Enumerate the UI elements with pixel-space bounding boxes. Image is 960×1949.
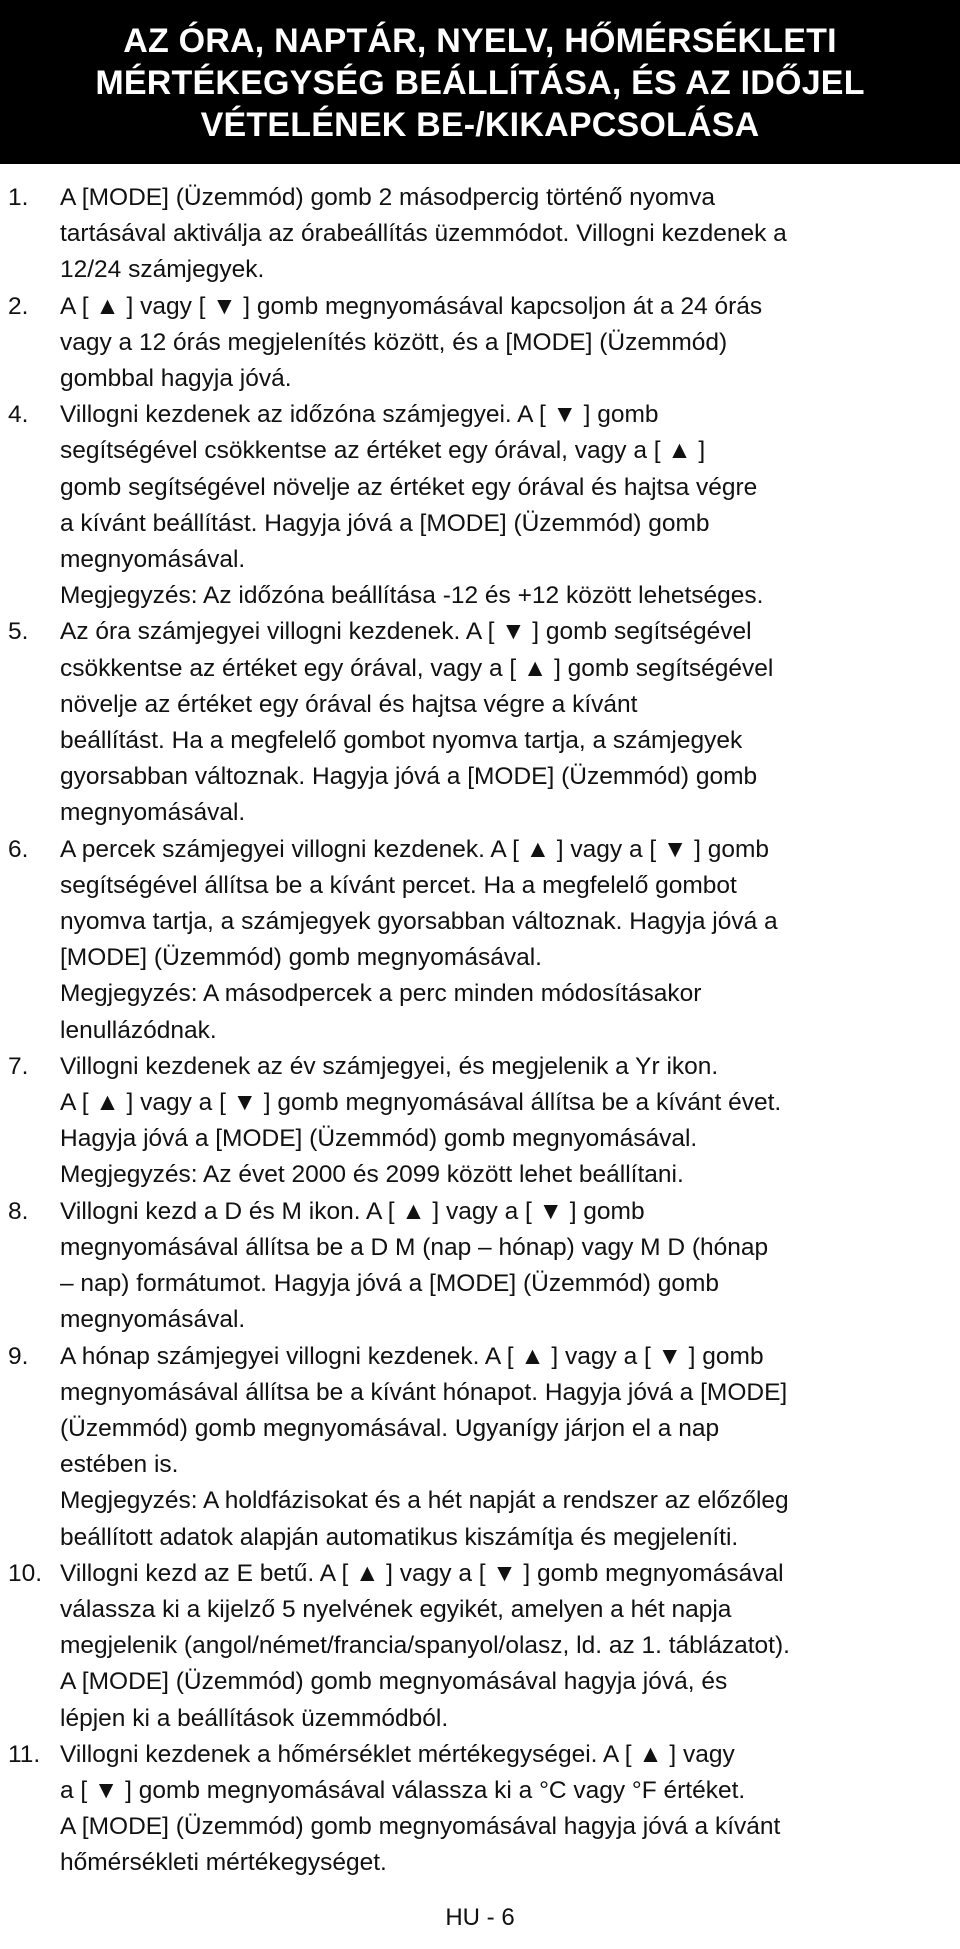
step-text-line: 12/24 számjegyek. <box>60 256 265 284</box>
step-text-line: vagy a 12 órás megjelenítés között, és a [MODE] (Üzemmód) <box>60 328 728 356</box>
step-text-line: gombbal hagyja jóvá. <box>60 365 292 393</box>
step-text-line: Hagyja jóvá a [MODE] (Üzemmód) gomb megnyomásával. <box>60 1125 698 1153</box>
step-number: 2. <box>8 292 29 320</box>
step-text-line: gyorsabban változnak. Hagyja jóvá a [MODE] (Üzemmód) gomb <box>60 763 758 791</box>
step-text-line: Villogni kezd az E betű. A [ ▲ ] vagy a [ ▼ ] gomb megnyomásával <box>60 1559 784 1587</box>
step-number: 4. <box>8 401 29 429</box>
page-number: HU - 6 <box>445 1904 515 1931</box>
step-7 <box>0 1049 960 1194</box>
step-text-line: a kívánt beállítást. Hagyja jóvá a [MODE] (Üzemmód) gomb <box>60 509 710 537</box>
step-text-line: segítségével állítsa be a kívánt percet. Ha a megfelelő gombot <box>60 871 737 899</box>
step-11 <box>0 1737 960 1882</box>
step-1 <box>0 180 960 289</box>
step-text-line: A [ ▲ ] vagy a [ ▼ ] gomb megnyomásával állítsa be a kívánt évet. <box>60 1089 782 1117</box>
step-text-line: segítségével csökkentse az értéket egy órával, vagy a [ ▲ ] <box>60 437 706 465</box>
step-text-line: megnyomásával állítsa be a D M (nap – hónap) vagy M D (hónap <box>60 1233 769 1261</box>
step-number: 10. <box>8 1559 43 1587</box>
step-text-line: A hónap számjegyei villogni kezdenek. A [ ▲ ] vagy a [ ▼ ] gomb <box>60 1342 764 1370</box>
step-text-line: megnyomásával. <box>60 546 246 574</box>
step-number: 1. <box>8 184 29 211</box>
title-line-3: VÉTELÉNEK BE-/KIKAPCSOLÁSA <box>200 106 760 144</box>
step-6 <box>0 832 960 1049</box>
step-9 <box>0 1339 960 1556</box>
step-number: 7. <box>8 1052 29 1080</box>
step-text-line: megnyomásával. <box>60 799 246 827</box>
step-text-line: A [MODE] (Üzemmód) gomb megnyomásával hagyja jóvá a kívánt <box>60 1813 781 1841</box>
step-text-line: (Üzemmód) gomb megnyomásával. Ugyanígy járjon el a nap <box>60 1414 720 1442</box>
step-10 <box>0 1556 960 1737</box>
step-text-line: Villogni kezdenek az időzóna számjegyei. A [ ▼ ] gomb <box>60 401 659 429</box>
step-text-line: estében is. <box>60 1451 179 1479</box>
step-text-line: [MODE] (Üzemmód) gomb megnyomásával. <box>60 944 542 972</box>
step-text-line: megnyomásával. <box>60 1306 246 1334</box>
step-note-line: Megjegyzés: A holdfázisokat és a hét napját a rendszer az előzőleg <box>60 1487 789 1515</box>
step-8 <box>0 1194 960 1339</box>
step-number: 5. <box>8 618 29 646</box>
step-note-line: Megjegyzés: Az évet 2000 és 2099 között lehet beállítani. <box>60 1161 684 1189</box>
step-number: 11. <box>8 1740 41 1768</box>
step-text-line: A [MODE] (Üzemmód) gomb 2 másodpercig történő nyomva <box>60 184 715 211</box>
step-text-line: Villogni kezdenek az év számjegyei, és megjelenik a Yr ikon. <box>60 1052 719 1080</box>
step-text-line: lépjen ki a beállítások üzemmódból. <box>60 1704 449 1732</box>
step-2 <box>0 289 960 398</box>
step-number: 6. <box>8 835 29 863</box>
step-text-line: gomb segítségével növelje az értéket egy órával és hajtsa végre <box>60 473 758 501</box>
step-text-line: Az óra számjegyei villogni kezdenek. A [ ▼ ] gomb segítségével <box>60 618 752 646</box>
step-4 <box>0 397 960 614</box>
step-text-line: csökkentse az értéket egy órával, vagy a [ ▲ ] gomb segítségével <box>60 654 774 682</box>
step-number: 9. <box>8 1342 29 1370</box>
step-text-line: A [MODE] (Üzemmód) gomb megnyomásával hagyja jóvá, és <box>60 1668 728 1696</box>
step-5 <box>0 614 960 831</box>
step-text-line: megjelenik (angol/német/francia/spanyol/olasz, ld. az 1. táblázatot). <box>60 1632 790 1660</box>
instruction-list <box>0 180 960 1882</box>
step-text-line: Villogni kezd a D és M ikon. A [ ▲ ] vagy a [ ▼ ] gomb <box>60 1197 645 1225</box>
title-line-1: AZ ÓRA, NAPTÁR, NYELV, HŐMÉRSÉKLETI <box>123 22 837 60</box>
title-line-2: MÉRTÉKEGYSÉG BEÁLLÍTÁSA, ÉS AZ IDŐJEL <box>95 64 865 102</box>
step-text-line: növelje az értéket egy órával és hajtsa végre a kívánt <box>60 690 638 718</box>
step-note-line: Megjegyzés: A másodpercek a perc minden módosításakor <box>60 980 702 1008</box>
step-text-line: megnyomásával állítsa be a kívánt hónapot. Hagyja jóvá a [MODE] <box>60 1378 788 1406</box>
step-text-line: tartásával aktiválja az órabeállítás üzemmódot. Villogni kezdenek a <box>60 220 787 248</box>
step-note-line: lenullázódnak. <box>60 1016 217 1044</box>
step-text-line: beállítást. Ha a megfelelő gombot nyomva tartja, a számjegyek <box>60 727 743 755</box>
step-text-line: hőmérsékleti mértékegységet. <box>60 1849 387 1877</box>
step-text-line: A percek számjegyei villogni kezdenek. A [ ▲ ] vagy a [ ▼ ] gomb <box>60 835 769 863</box>
step-text-line: válassza ki a kijelző 5 nyelvének egyikét, amelyen a hét napja <box>60 1595 732 1623</box>
step-text-line: a [ ▼ ] gomb megnyomásával válassza ki a °C vagy °F értéket. <box>60 1776 746 1804</box>
title-banner <box>0 0 960 164</box>
step-note-line: Megjegyzés: Az időzóna beállítása -12 és +12 között lehetséges. <box>60 582 764 610</box>
step-text-line: nyomva tartja, a számjegyek gyorsabban változnak. Hagyja jóvá a <box>60 908 778 936</box>
step-text-line: – nap) formátumot. Hagyja jóvá a [MODE] (Üzemmód) gomb <box>60 1270 720 1298</box>
step-number: 8. <box>8 1197 29 1225</box>
step-note-line: beállított adatok alapján automatikus kiszámítja és megjeleníti. <box>60 1523 739 1551</box>
step-text-line: Villogni kezdenek a hőmérséklet mértékegységei. A [ ▲ ] vagy <box>60 1740 735 1768</box>
step-text-line: A [ ▲ ] vagy [ ▼ ] gomb megnyomásával kapcsoljon át a 24 órás <box>60 292 763 320</box>
